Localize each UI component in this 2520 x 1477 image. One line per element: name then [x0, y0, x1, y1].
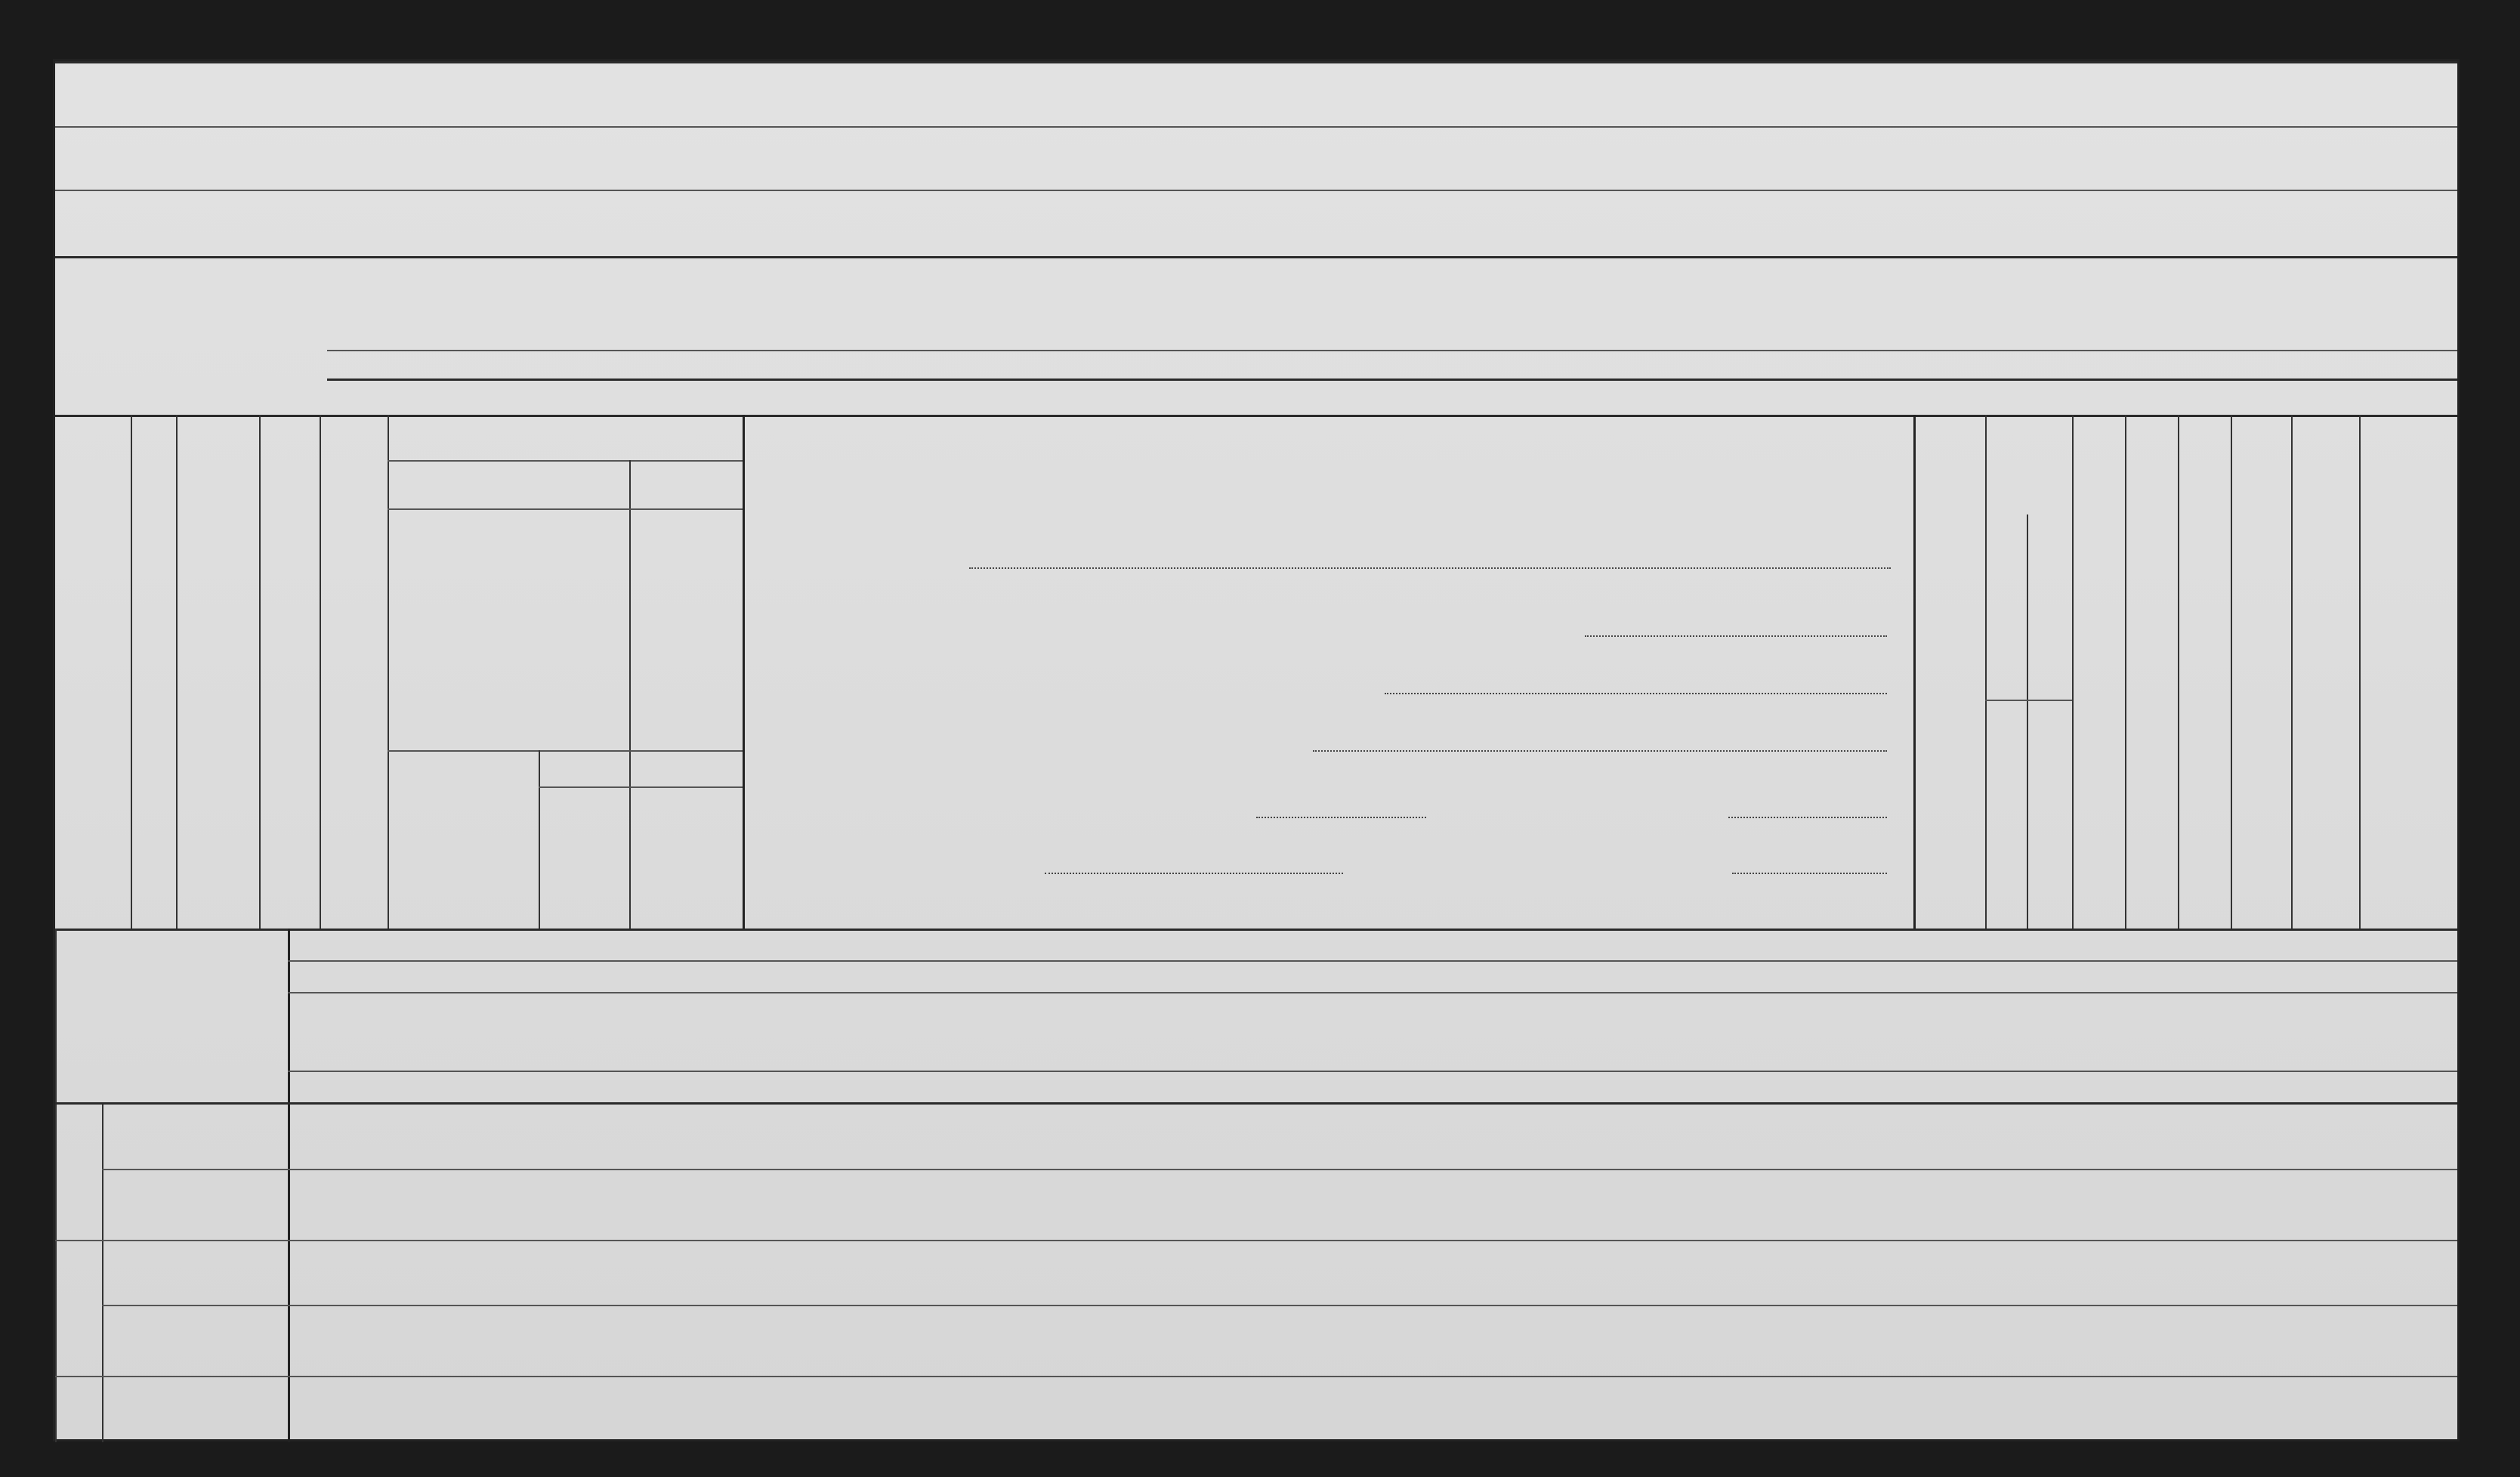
rule — [102, 1305, 2457, 1306]
population-caption — [1919, 454, 1980, 892]
rule — [2231, 415, 2232, 929]
rule — [2072, 415, 2074, 929]
rule — [539, 750, 540, 929]
rule — [288, 960, 2457, 962]
men-label — [1989, 726, 2023, 892]
rule — [327, 379, 2457, 381]
rule — [1985, 700, 2072, 701]
rule — [388, 508, 743, 510]
workers-caption — [327, 431, 380, 915]
rule — [102, 1102, 103, 1442]
answer-line — [1313, 750, 1887, 752]
women-label — [1989, 545, 2023, 696]
answer-line — [1256, 817, 1426, 818]
answer-line — [1385, 693, 1887, 694]
side-nadel — [60, 1111, 97, 1232]
rule — [131, 415, 132, 929]
rule — [55, 1376, 2457, 1377]
rule — [55, 415, 2457, 417]
rule — [320, 415, 321, 929]
rule — [2027, 514, 2028, 929]
rule — [176, 415, 178, 929]
rule — [1913, 415, 1916, 929]
rule — [1985, 415, 1987, 929]
rule — [55, 929, 57, 1442]
rule — [743, 415, 745, 929]
rule — [55, 929, 2457, 931]
census-card — [53, 59, 2460, 1441]
rule — [388, 750, 743, 752]
rule — [288, 1071, 2457, 1072]
rule — [259, 415, 261, 929]
rule — [55, 1240, 2457, 1241]
rule — [55, 61, 2457, 63]
rule — [288, 929, 290, 1442]
rule — [2291, 415, 2293, 929]
answer-line — [969, 567, 1891, 569]
rule — [629, 460, 631, 929]
answer-line — [1728, 817, 1887, 818]
rule — [539, 786, 743, 788]
rule — [55, 1102, 2457, 1105]
answer-line — [1732, 873, 1887, 874]
answer-line — [1585, 635, 1887, 637]
rule — [2359, 415, 2361, 929]
rule — [102, 1169, 2457, 1170]
rule — [388, 415, 389, 929]
rule — [388, 460, 743, 462]
side-vne — [60, 1247, 97, 1368]
answer-line — [1045, 873, 1343, 874]
rule — [288, 992, 2457, 993]
rule — [2178, 415, 2179, 929]
rule — [2125, 415, 2126, 929]
rule — [55, 190, 2457, 191]
rule — [327, 350, 2457, 351]
rule — [55, 126, 2457, 128]
rule — [55, 256, 2457, 258]
